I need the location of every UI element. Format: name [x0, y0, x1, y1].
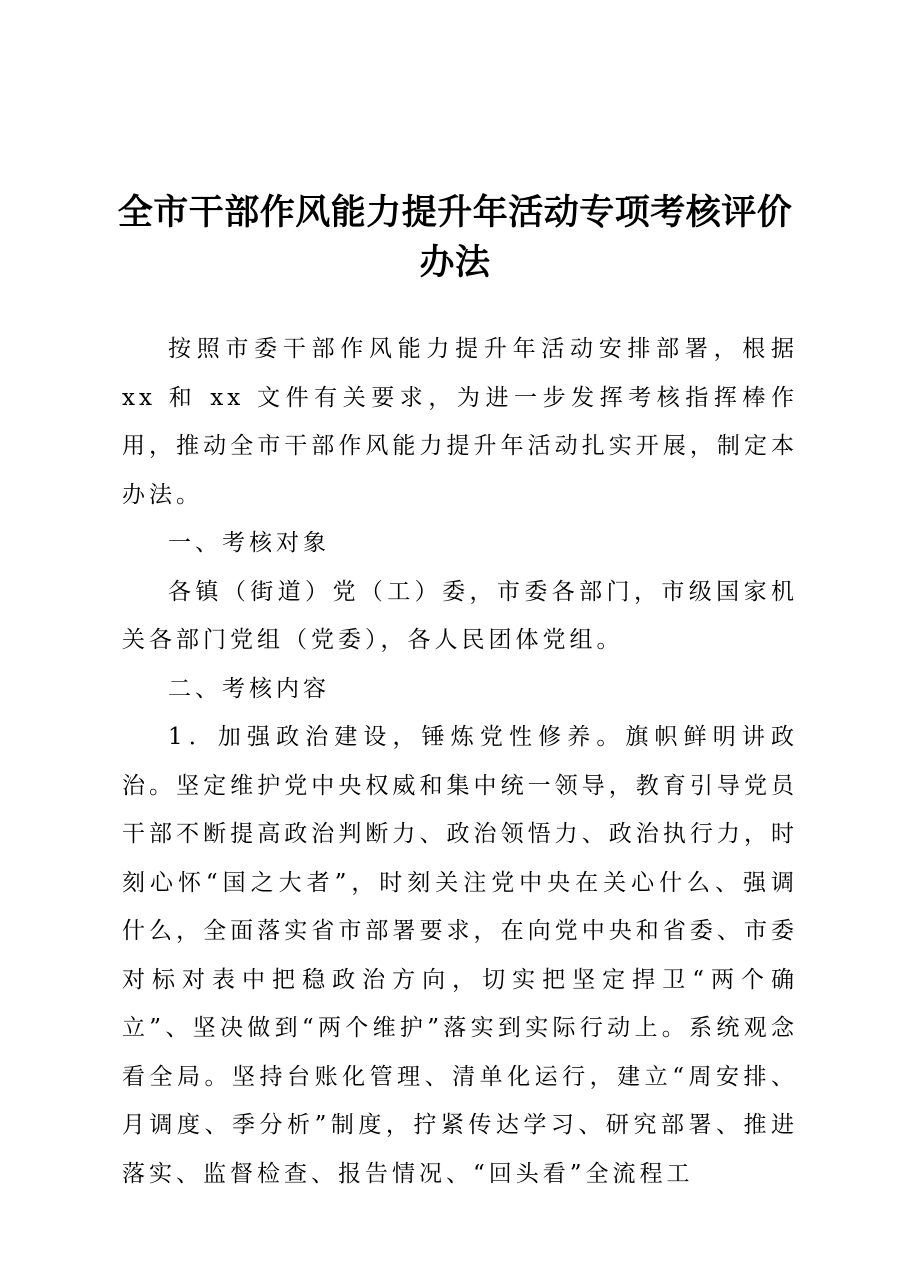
section-2-paragraph-1: 1．加强政治建设，锤炼党性修养。旗帜鲜明讲政治。坚定维护党中央权威和集中统一领导，教育引导党员干部不断提高政治判断力、政治领悟力、政治执行力，时刻心怀“国之大者”，时刻关注党中央在关心什么、强调什么，全面落实省市部署要求，在向党中央和省委、市委对标对表中把稳政治方向，切实把坚定捍卫“两个确立”、坚决做到“两个维护”落实到实际行动上。系统观念看全局。坚持台账化管理、清单化运行，建立“周安排、月调度、季分析”制度，拧紧传达学习、研究部署、推进落实、监督检查、报告情况、“回头看”全流程工	[122, 724, 798, 1187]
section-heading-2: 二、考核内容	[168, 675, 330, 702]
section-1-paragraph: 各镇（街道）党（工）委，市委各部门，市级国家机关各部门党组（党委），各人民团体党组。	[122, 578, 798, 653]
section-heading-1: 一、考核对象	[168, 530, 330, 556]
document-title: 全市干部作风能力提升年活动专项考核评价办法	[117, 193, 793, 283]
document-body	[122, 325, 798, 1198]
intro-paragraph: 按照市委干部作风能力提升年活动安排部署，根据 xx 和 xx 文件有关要求，为进一步发挥考核指挥棒作用，推动全市干部作风能力提升年活动扎实开展，制定本办法。	[122, 336, 798, 508]
